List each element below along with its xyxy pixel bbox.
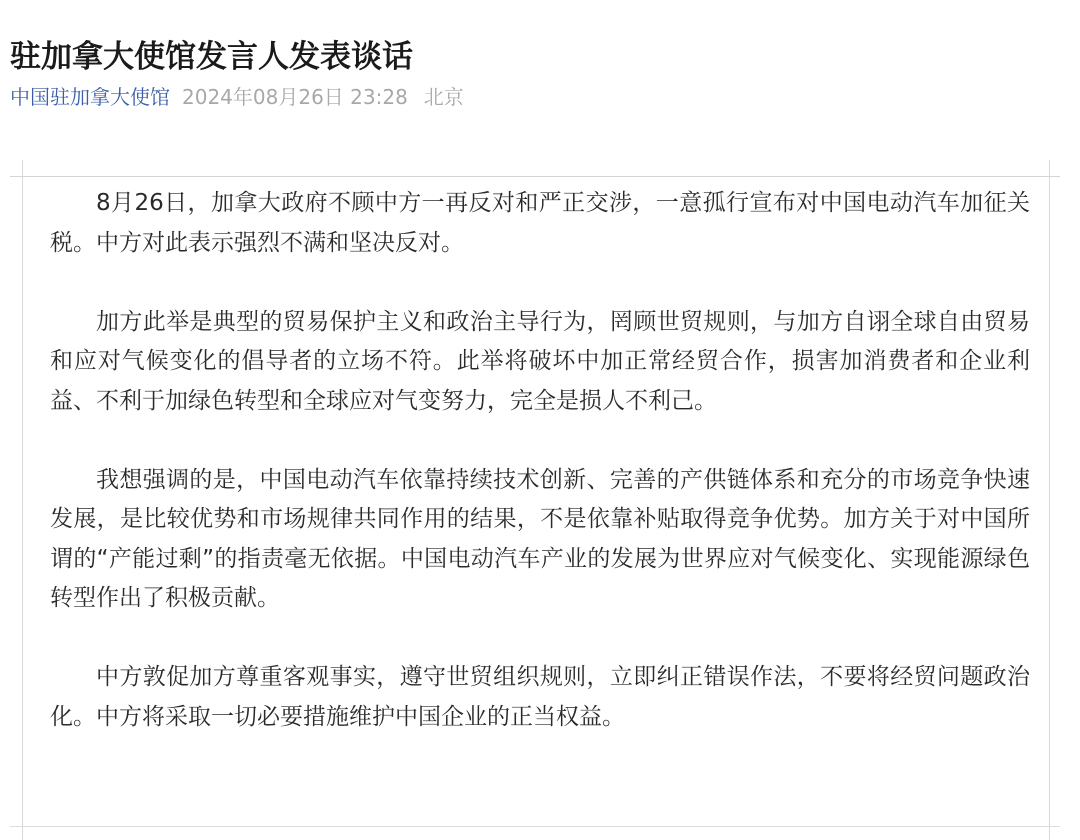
publish-datetime: 2024年08月26日 23:28: [182, 84, 408, 109]
content-bottom-border: [10, 826, 1060, 827]
article-body: [50, 184, 1030, 777]
content-top-border: [10, 176, 1060, 177]
article-meta: [10, 80, 464, 110]
article-paragraph: 加方此举是典型的贸易保护主义和政治主导行为，罔顾世贸规则，与加方自诩全球自由贸易和应对气候变化的倡导者的立场不符。此举将破坏中加正常经贸合作，损害加消费者和企业利益、不利于加绿色转型和全球应对气变努力，完全是损人不利己。: [50, 308, 1030, 414]
source-link[interactable]: 中国驻加拿大使馆: [10, 84, 170, 109]
article-paragraph: 我想强调的是，中国电动汽车依靠持续技术创新、完善的产供链体系和充分的市场竞争快速发展，是比较优势和市场规律共同作用的结果，不是依靠补贴取得竞争优势。加方关于对中国所谓的“产能过剩”的指责毫无依据。中国电动汽车产业的发展为世界应对气候变化、实现能源绿色转型作出了积极贡献。: [50, 466, 1030, 611]
article-title: 驻加拿大使馆发言人发表谈话: [10, 38, 413, 75]
content-right-border: [1049, 160, 1050, 840]
publish-location: 北京: [423, 84, 464, 109]
article-paragraph: 中方敦促加方尊重客观事实，遵守世贸组织规则，立即纠正错误作法，不要将经贸问题政治化。中方将采取一切必要措施维护中国企业的正当权益。: [50, 664, 1030, 730]
content-left-border: [22, 160, 23, 840]
article-paragraph: 8月26日，加拿大政府不顾中方一再反对和严正交涉，一意孤行宣布对中国电动汽车加征关税。中方对此表示强烈不满和坚决反对。: [50, 190, 1030, 256]
